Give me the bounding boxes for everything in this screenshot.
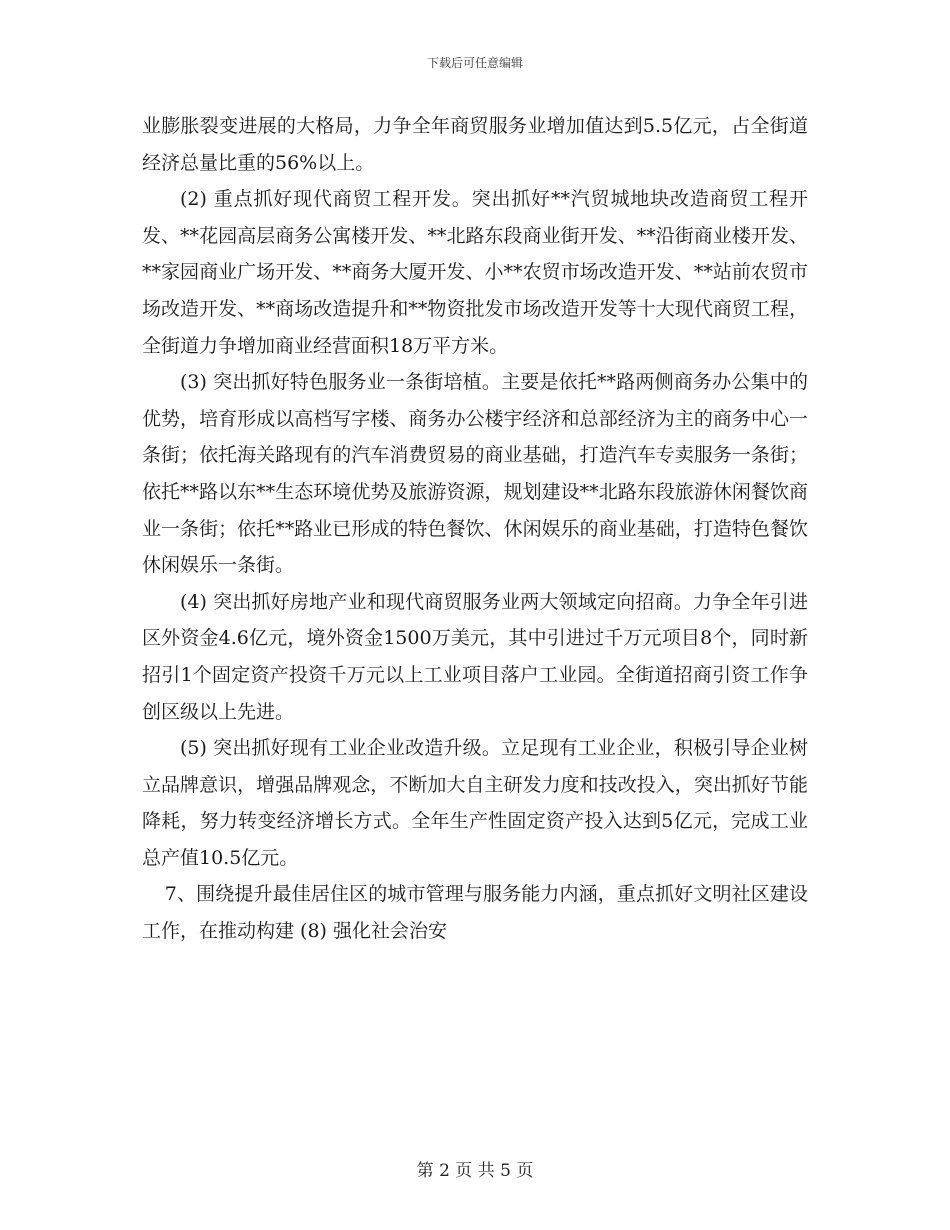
paragraph-item-3: (3) 突出抓好特色服务业一条街培植。主要是依托**路两侧商务办公集中的优势，培育形成以高档写字楼、商务办公楼宇经济和总部经济为主的商务中心一条街；依托海关路现有的汽车消费贸易的商业基础，打造汽车专卖服务一条街；依托**路以东**生态环境优势及旅游资源，规划建设**北路东段旅游休闲餐饮商业一条街；依托**路业已形成的特色餐饮、休闲娱乐的商业基础，打造特色餐饮休闲娱乐一条街。	[142, 371, 808, 577]
document-body	[142, 108, 808, 950]
page-number: 第 2 页 共 5 页	[416, 1161, 534, 1181]
paragraph-item-2: (2) 重点抓好现代商贸工程开发。突出抓好**汽贸城地块改造商贸工程开发、**花园高层商务公寓楼开发、**北路东段商业街开发、**沿街商业楼开发、**家园商业广场开发、**商务大厦开发、小**农贸市场改造开发、**站前农贸市场改造开发、**商场改造提升和**物资批发市场改造开发等十大现代商贸工程，全街道力争增加商业经营面积18万平方米。	[142, 188, 808, 357]
paragraph-continuation: 业膨胀裂变进展的大格局，力争全年商贸服务业增加值达到5.5亿元，占全街道经济总量比重的56%以上。	[142, 115, 808, 174]
paragraph-section-7: 7、围绕提升最佳居住区的城市管理与服务能力内涵，重点抓好文明社区建设工作，在推动构建 (8) 强化社会治安	[142, 883, 808, 943]
paragraph-item-5: (5) 突出抓好现有工业企业改造升级。立足现有工业企业，积极引导企业树立品牌意识，增强品牌观念，不断加大自主研发力度和技改投入，突出抓好节能降耗，努力转变经济增长方式。全年生产性固定资产投入达到5亿元，完成工业总产值10.5亿元。	[142, 737, 808, 869]
page-header: 下载后可任意编辑	[426, 56, 523, 70]
paragraph-item-4: (4) 突出抓好房地产业和现代商贸服务业两大领域定向招商。力争全年引进区外资金4.6亿元，境外资金1500万美元，其中引进过千万元项目8个，同时新招引1个固定资产投资千万元以上工业项目落户工业园。全街道招商引资工作争创区级以上先进。	[142, 590, 808, 723]
